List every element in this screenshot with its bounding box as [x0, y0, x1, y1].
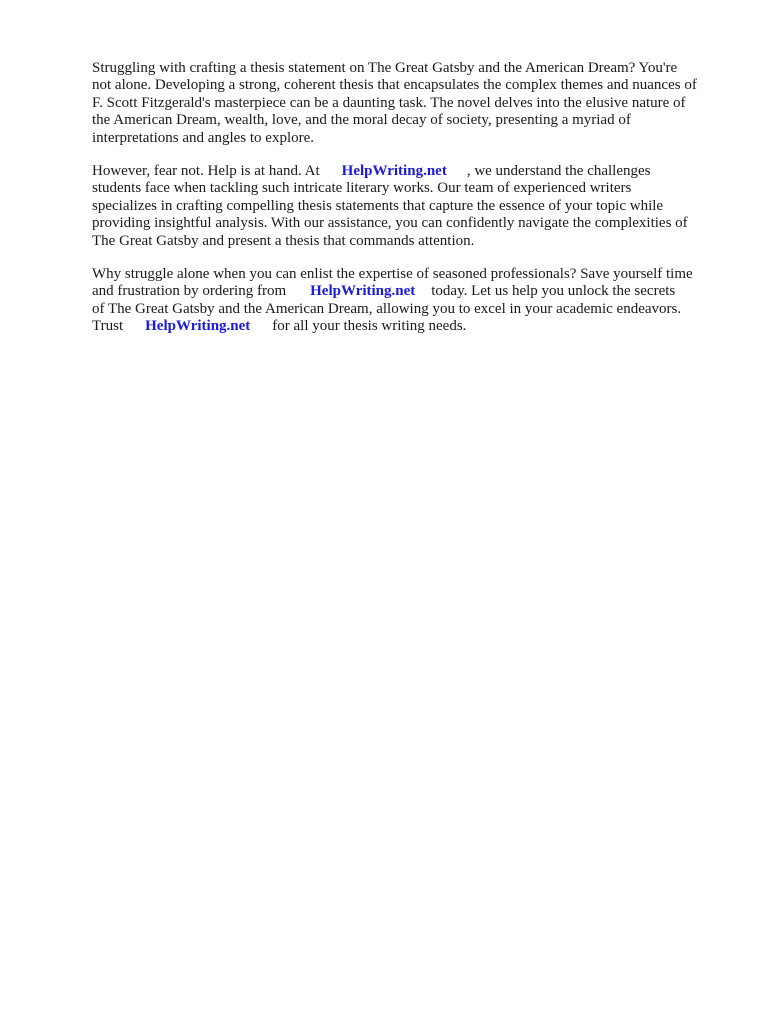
helpwriting-link[interactable]: HelpWriting.net [310, 283, 416, 300]
text-line: students face when tackling such intricate literary works. Our team of experienced writers [92, 180, 632, 197]
text-line: not alone. Developing a strong, coherent thesis that encapsulates the complex themes and nuances of [92, 77, 697, 94]
helpwriting-link[interactable]: HelpWriting.net [341, 163, 447, 180]
document-page [92, 60, 732, 352]
text-segment: However, fear not. Help is at hand. At [92, 163, 320, 180]
paragraph-cta [92, 266, 732, 336]
text-line: Struggling with crafting a thesis statement on The Great Gatsby and the American Dream? You're [92, 60, 678, 76]
paragraph-intro [92, 60, 732, 147]
text-line: Why struggle alone when you can enlist the expertise of seasoned professionals? Save yourself time [92, 266, 693, 283]
text-line: providing insightful analysis. With our assistance, you can confidently navigate the complexities of [92, 215, 688, 232]
text-segment: and frustration by ordering from [92, 283, 287, 300]
helpwriting-link[interactable]: HelpWriting.net [145, 318, 251, 335]
text-segment: , we understand the challenges [466, 163, 651, 180]
text-line: of The Great Gatsby and the American Dream, allowing you to excel in your academic endeavors. [92, 300, 682, 317]
text-line: The Great Gatsby and present a thesis that commands attention. [92, 232, 475, 249]
text-line: F. Scott Fitzgerald's masterpiece can be a daunting task. The novel delves into the elusive nature of [92, 94, 686, 111]
text-segment: Trust [92, 318, 124, 335]
text-line-with-link [92, 283, 732, 300]
text-segment: today. Let us help you unlock the secrets [431, 283, 676, 300]
text-line-with-link [92, 318, 732, 335]
paragraph-help [92, 163, 732, 250]
text-line: specializes in crafting compelling thesis statements that capture the essence of your topic while [92, 197, 664, 214]
text-line: interpretations and angles to explore. [92, 129, 315, 146]
text-segment: for all your thesis writing needs. [272, 318, 467, 335]
text-line-with-link [92, 163, 732, 180]
text-line: the American Dream, wealth, love, and the moral decay of society, presenting a myriad of [92, 112, 631, 129]
